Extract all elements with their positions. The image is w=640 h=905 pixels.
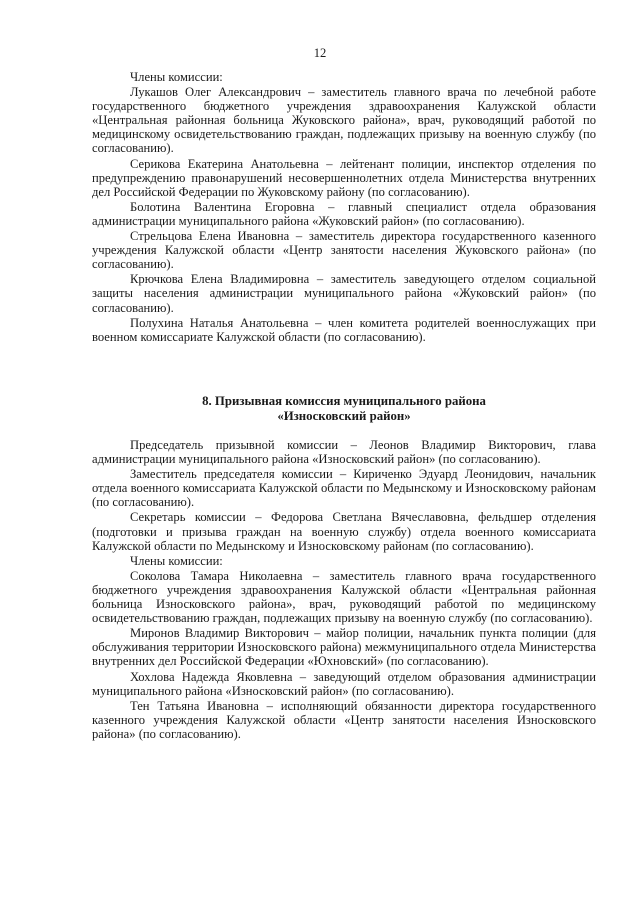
member-paragraph: Тен Татьяна Ивановна – исполняющий обязанности директора государственного казенного учреждения Калужской области «Центр занятости населения Износковского района» (по согласованию).: [92, 698, 596, 741]
page-number: 12: [313, 46, 327, 60]
member-paragraph: Полухина Наталья Анатольевна – член комитета родителей военнослужащих при военном комиссариате Калужской области (по согласованию).: [92, 315, 596, 344]
section-commission-zhukov: [92, 70, 596, 345]
chairman-paragraph: Председатель призывной комиссии – Леонов Владимир Викторович, глава администрации муниципального района «Износковский район» (по согласованию).: [92, 438, 596, 467]
members-label: Члены комиссии:: [130, 553, 223, 568]
member-paragraph: Крючкова Елена Владимировна – заместитель заведующего отделом социальной защиты населения администрации муниципального района «Жуковский район» (по согласованию).: [92, 272, 596, 315]
deputy-paragraph: Заместитель председателя комиссии – Кириченко Эдуард Леонидович, начальник отдела военного комиссариата Калужской области по Медынскому и Износковскому районам (по согласованию).: [92, 467, 596, 510]
member-paragraph: Соколова Тамара Николаевна – заместитель главного врача государственного бюджетного учреждения здравоохранения Калужской области «Центральная районная больница Износковского района», врач, руководящий работой по медицинскому освидетельствованию граждан, подлежащих призыву на военную службу (по согласованию).: [92, 568, 596, 626]
member-paragraph: Стрельцова Елена Ивановна – заместитель директора государственного казенного учреждения Калужской области «Центр занятости населения Жуковского района» (по согласованию).: [92, 229, 596, 272]
member-paragraph: Болотина Валентина Егоровна – главный специалист отдела образования администрации муниципального района «Жуковский район» (по согласованию).: [92, 199, 596, 228]
member-paragraph: Серикова Екатерина Анатольевна – лейтенант полиции, инспектор отделения по предупреждению правонарушений несовершеннолетних отдела Министерства внутренних дел Российской Федерации по Жуковскому району (по согласованию).: [92, 156, 596, 199]
section-commission-iznoskov: [92, 438, 596, 742]
members-label: Члены комиссии:: [130, 70, 223, 84]
member-paragraph: Хохлова Надежда Яковлевна – заведующий отделом образования администрации муниципального района «Износковский район» (по согласованию).: [92, 669, 596, 698]
section-heading-line1: 8. Призывная комиссия муниципального района: [202, 394, 486, 408]
member-paragraph: Лукашов Олег Александрович – заместитель главного врача по лечебной работе государственного бюджетного учреждения здравоохранения Калужской области «Центральная районная больница Жуковского района», врач, руководящий работой по медицинскому освидетельствованию граждан, подлежащих призыву на военную службу (по согласованию).: [92, 85, 596, 156]
member-paragraph: Миронов Владимир Викторович – майор полиции, начальник пункта полиции (для обслуживания территории Износковского района) межмуниципального отдела Министерства внутренних дел Российской Федерации «Юхновский» (по согласованию).: [92, 626, 596, 669]
section-heading: [92, 394, 596, 424]
secretary-paragraph: Секретарь комиссии – Федорова Светлана Вячеславовна, фельдшер отделения (подготовки и призыва граждан на военную службу) отдела военного комиссариата Калужской области по Медынскому и Износковскому районам (по согласованию).: [92, 510, 596, 553]
section-heading-line2: «Износковский район»: [277, 409, 411, 423]
